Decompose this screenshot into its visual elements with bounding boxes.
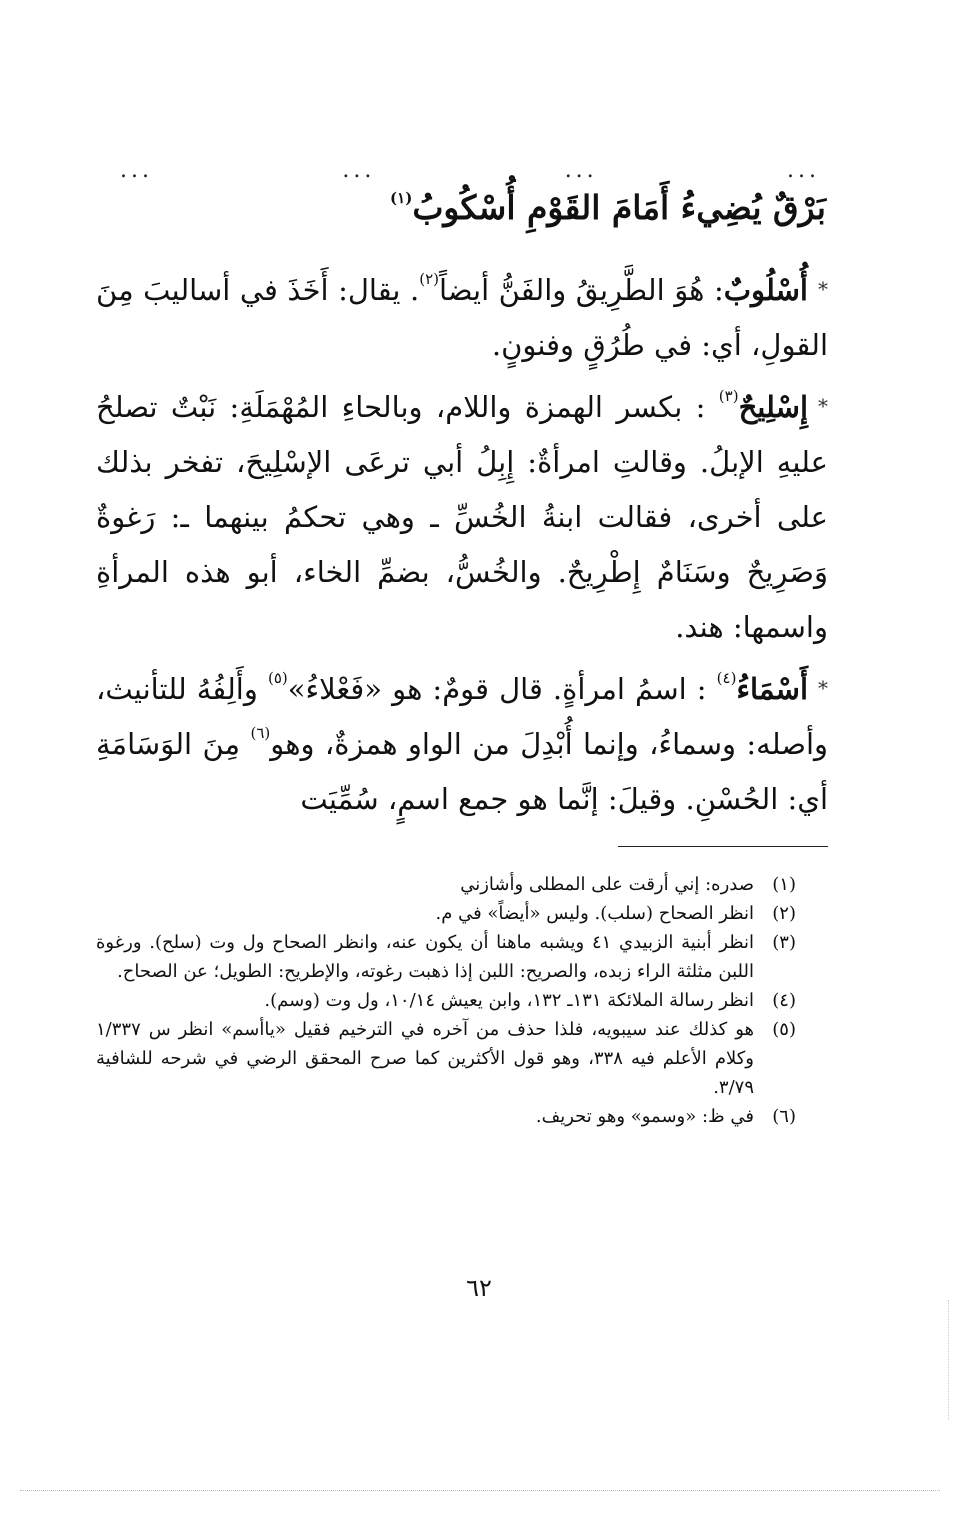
footnote-divider (618, 846, 828, 847)
footnote-text: في ظ: «وسمو» وهو تحريف. (535, 1106, 754, 1127)
ellipsis: ... (564, 158, 598, 183)
footnote-ref: (٥) (267, 669, 288, 687)
page-number: ٦٢ (466, 1274, 492, 1302)
entry-text: مِنَ الوَسَامَةِ أي: الحُسْنِ. وقيلَ: إنَّما هو جمع اسمٍ، سُمِّيَت (96, 727, 828, 816)
footnote (96, 928, 796, 986)
scan-edge-line (948, 1300, 949, 1420)
entry-text: وأَلِفُهُ للتأنيث، وأصله: وسماءُ، وإنما أُبْدِلَ من الواو همزةٌ، وهو (96, 672, 829, 761)
dictionary-entry-uslub (96, 262, 828, 373)
footnote-ref: (٢) (419, 270, 440, 288)
headword: إِسْلِيحٌ (738, 390, 809, 424)
poetry-verse (390, 188, 826, 227)
footnote (96, 899, 796, 928)
entry-text: : هُوَ الطَّرِيقُ والفَنُّ أيضاً (439, 273, 724, 307)
footnote-text: هو كذلك عند سيبويه، فلذا حذف من آخره في الترخيم فقيل «ياأسم» انظر س ١/٣٣٧ وكلام الأعلم فيه ٣٣٨، وهو قول الأكثرين كما صرح المحقق الرضي في شرحه للشافية ٣/٧٩. (96, 1019, 754, 1098)
verse-text: بَرْقٌ يُضِيءُ أَمَامَ القَوْمِ أُسْكُوبُ (412, 188, 826, 227)
ellipsis: ... (342, 158, 376, 183)
dictionary-entry-islih (96, 379, 828, 655)
ellipsis-row (120, 158, 820, 183)
headword: أَسْمَاءُ (736, 672, 809, 706)
ellipsis: ... (787, 158, 820, 183)
footnote-text: انظر أبنية الزبيدي ٤١ ويشبه ماهنا أن يكون عنه، وانظر الصحاح ول وت (سلح). ورغوة اللبن مثلثة الراء زبده، والصريح: اللبن إذا ذهبت رغوته، والإطريح: الطويل؛ عن الصحاح. (96, 932, 754, 982)
footnote (96, 986, 796, 1015)
footnote-number: (٥) (772, 1019, 796, 1040)
footnote-number: (١) (772, 874, 796, 895)
footnotes (96, 870, 796, 1131)
footnote-number: (٤) (772, 990, 796, 1011)
footnote (96, 1015, 796, 1102)
footnote (96, 1102, 796, 1131)
footnote-number: (٣) (772, 932, 796, 953)
asterisk-icon: * (818, 676, 829, 700)
headword: أُسْلُوبٌ (723, 273, 808, 307)
ellipsis: ... (120, 158, 154, 183)
footnote-ref: (٤) (716, 669, 737, 687)
entry-text: : بكسر الهمزة واللام، وبالحاءِ المُهْمَلَةِ: نَبْتٌ تصلحُ عليهِ الإبلُ. وقالتِ امرأةٌ: إِبِلُ أبي ترعَى الإسْلِيحَ، تفخر بذلك على أخرى، فقالت ابنةُ الخُسِّ ـ وهي تحكمُ بينهما ـ: رَغوةٌ وَصَرِيحٌ وسَنَامٌ إِطْرِيحٌ. والخُسُّ، بضمِّ الخاء، أبو هذه المرأةِ واسمها: هند. (96, 390, 828, 644)
footnote-ref: (٦) (250, 724, 271, 742)
footnote-text: انظر الصحاح (سلب). وليس «أيضاً» في م. (435, 903, 754, 924)
asterisk-icon: * (818, 277, 828, 301)
asterisk-icon: * (818, 394, 829, 418)
entry-text: : اسمُ امرأةٍ. قال قومٌ: هو «فَعْلاءُ» (287, 672, 707, 706)
footnote (96, 870, 796, 899)
dictionary-entry-asma (96, 661, 828, 827)
footnote-number: (٢) (772, 903, 796, 924)
footnote-ref: (١) (390, 189, 413, 207)
footnote-number: (٦) (772, 1106, 796, 1127)
main-text (96, 262, 828, 827)
entry-text: . يقال: أَخَذَ في أساليبَ مِنَ القولِ، أي: في طُرُقٍ وفنونٍ. (96, 273, 828, 362)
scan-edge-line (20, 1490, 940, 1491)
footnote-ref: (٣) (718, 387, 739, 405)
footnote-text: صدره: إني أرقت على المطلى وأشازني (460, 874, 754, 895)
footnote-text: انظر رسالة الملائكة ١٣١ـ ١٣٢، وابن يعيش ١٠/١٤، ول وت (وسم). (264, 990, 754, 1011)
